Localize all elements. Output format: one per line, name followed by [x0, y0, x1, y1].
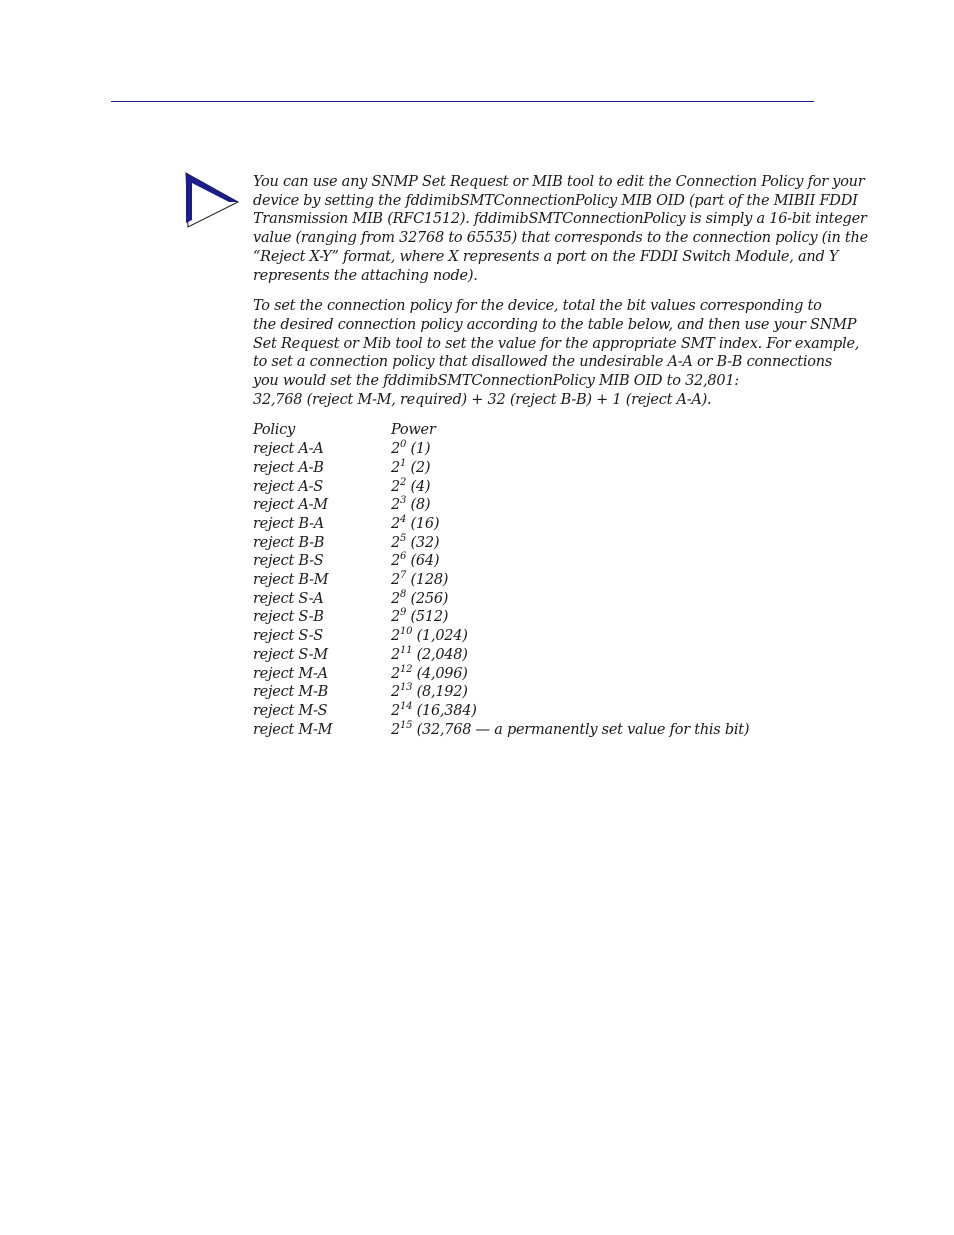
power-cell [391, 627, 749, 646]
policy-cell: reject M-A [253, 665, 328, 682]
policy-cell: reject A-B [253, 459, 324, 476]
text-line: 32,768 (reject M-M, required) + 32 (reject B-B) + 1 (reject A-A). [253, 391, 712, 408]
power-cell [391, 440, 749, 459]
note-paragraph-example [253, 297, 860, 409]
power-cell [391, 721, 749, 740]
table-row [253, 552, 749, 571]
power-base: 2 [391, 497, 400, 514]
policy-cell: reject M-M [253, 721, 333, 738]
power-cell [391, 665, 749, 684]
table-row [253, 496, 749, 515]
policy-cell: reject M-S [253, 702, 328, 719]
power-base: 2 [391, 572, 400, 589]
table-row [253, 665, 749, 684]
policy-cell: reject B-S [253, 553, 324, 570]
power-cell [391, 702, 749, 721]
table-header-row [253, 421, 749, 440]
header-rule [111, 101, 814, 102]
power-exponent: 11 [399, 644, 413, 656]
power-base: 2 [391, 646, 400, 663]
table-row [253, 627, 749, 646]
power-value: (32) [410, 534, 440, 551]
power-value: (1,024) [416, 628, 468, 645]
power-base: 2 [391, 590, 400, 607]
policy-cell: reject A-A [253, 441, 324, 458]
text-line: To set the connection policy for the device, total the bit values corresponding to [253, 298, 822, 315]
table-row [253, 459, 749, 478]
text-line: you would set the fddimibSMTConnectionPolicy MIB OID to 32,801: [253, 373, 739, 390]
table-row [253, 571, 749, 590]
power-base: 2 [391, 702, 400, 719]
table-row [253, 608, 749, 627]
table-row [253, 534, 749, 553]
power-exponent: 8 [399, 588, 407, 600]
power-base: 2 [391, 684, 400, 701]
power-value: (8,192) [416, 684, 468, 701]
power-value: (128) [410, 572, 449, 589]
power-value: (64) [410, 553, 440, 570]
policy-cell: reject A-S [253, 478, 323, 495]
text-line: Set Request or Mib tool to set the value for the appropriate SMT index. For example, [253, 335, 860, 352]
table-row [253, 646, 749, 665]
power-value: (4,096) [416, 665, 468, 682]
policy-cell: reject S-A [253, 590, 324, 607]
power-value: (2) [410, 459, 431, 476]
power-cell [391, 590, 749, 609]
power-base: 2 [391, 515, 400, 532]
text-line: value (ranging from 32768 to 65535) that corresponds to the connection policy (in the [253, 230, 868, 247]
table-row [253, 478, 749, 497]
table-row [253, 683, 749, 702]
power-cell [391, 608, 749, 627]
text-line: Transmission MIB (RFC1512). fddimibSMTConnectionPolicy is simply a 16-bit integer [253, 211, 867, 228]
power-exponent: 10 [399, 626, 413, 638]
power-exponent: 15 [399, 719, 413, 731]
power-exponent: 1 [399, 457, 407, 469]
power-value: (1) [410, 441, 431, 458]
power-value: (8) [410, 497, 431, 514]
power-base: 2 [391, 441, 400, 458]
power-exponent: 14 [399, 700, 413, 712]
power-cell [391, 552, 749, 571]
power-cell [391, 496, 749, 515]
power-base: 2 [391, 628, 400, 645]
policy-cell: reject B-B [253, 534, 325, 551]
power-cell [391, 515, 749, 534]
policy-cell: reject S-B [253, 609, 324, 626]
table-row [253, 590, 749, 609]
power-base: 2 [391, 478, 400, 495]
table-row [253, 702, 749, 721]
power-base: 2 [391, 609, 400, 626]
policy-cell: reject B-M [253, 572, 329, 589]
power-cell [391, 478, 749, 497]
power-base: 2 [391, 721, 400, 738]
policy-cell: reject S-M [253, 646, 328, 663]
power-cell [391, 459, 749, 478]
power-cell [391, 571, 749, 590]
power-base: 2 [391, 534, 400, 551]
power-exponent: 6 [399, 551, 407, 563]
power-value: (2,048) [416, 646, 468, 663]
table-row [253, 721, 749, 740]
power-value: (256) [410, 590, 449, 607]
table-row [253, 515, 749, 534]
text-line: the desired connection policy according to the table below, and then use your SNMP [253, 316, 857, 333]
power-value: (512) [410, 609, 449, 626]
power-exponent: 7 [399, 570, 407, 582]
power-value: (16) [410, 515, 440, 532]
text-line: to set a connection policy that disallowed the undesirable A-A or B-B connections [253, 354, 833, 371]
power-cell [391, 646, 749, 665]
header-power: Power [391, 422, 436, 439]
power-value: (4) [410, 478, 431, 495]
power-cell [391, 683, 749, 702]
text-line: You can use any SNMP Set Request or MIB tool to edit the Connection Policy for your [253, 174, 865, 190]
power-exponent: 3 [399, 495, 407, 507]
power-value: (16,384) [416, 702, 477, 719]
power-base: 2 [391, 553, 400, 570]
table-row [253, 440, 749, 459]
power-exponent: 5 [399, 532, 407, 544]
power-value: (32,768 — a permanently set value for this bit) [416, 721, 750, 738]
policy-cell: reject S-S [253, 628, 323, 645]
text-line: “Reject X-Y” format, where X represents a port on the FDDI Switch Module, and Y [253, 248, 839, 265]
power-exponent: 2 [399, 476, 407, 488]
power-base: 2 [391, 459, 400, 476]
policy-cell: reject M-B [253, 684, 329, 701]
text-line: device by setting the fddimibSMTConnectionPolicy MIB OID (part of the MIBII FDDI [253, 192, 858, 209]
policy-power-table [253, 421, 749, 739]
power-exponent: 12 [399, 663, 413, 675]
power-exponent: 9 [399, 607, 407, 619]
text-line: represents the attaching node). [253, 267, 478, 284]
power-exponent: 13 [399, 682, 413, 694]
policy-cell: reject B-A [253, 515, 324, 532]
header-policy: Policy [253, 422, 295, 439]
note-paragraph-intro [253, 173, 868, 285]
note-content [253, 173, 868, 739]
policy-cell: reject A-M [253, 497, 328, 514]
power-exponent: 4 [399, 513, 407, 525]
note-triangle-icon [183, 170, 243, 230]
power-base: 2 [391, 665, 400, 682]
power-cell [391, 534, 749, 553]
power-exponent: 0 [399, 439, 407, 451]
